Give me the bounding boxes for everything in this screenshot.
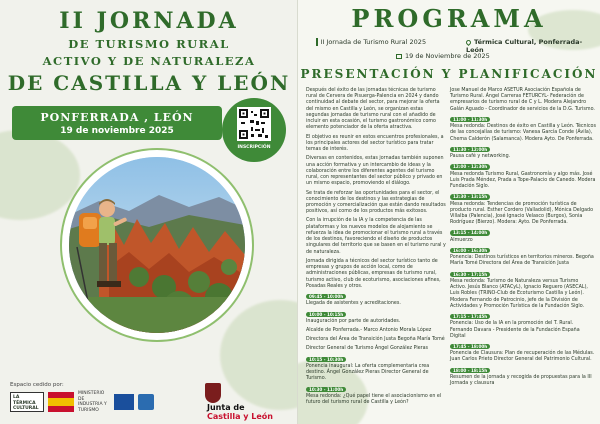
time-pill: 11:00 - 11:30h	[450, 117, 490, 122]
event-date: 19 de Noviembre de 2025	[405, 52, 490, 60]
spain-flag-icon	[48, 392, 74, 412]
agenda-text: Ponencia: Uso de la IA en la promoción del T. Rural. Fernando Davara - Presidente de la Fundación España Digital	[450, 321, 580, 339]
intro-paragraph: Después del éxito de las jornadas técnicas de turismo rural de Cervera de Pisuerga-Palencia en 2024 y dando continuidad al debate del sector, para mejorar la oferta del mismo en Castilla y León, se organizan estas segundas jornadas de turismo rural con el añadido de incluir en esta ocasión, el turismo gastronómico como elemento potenciador de la oferta atractiva.	[306, 88, 440, 131]
agenda-item	[450, 271, 596, 310]
banner-date: 19 de noviembre 2025	[60, 126, 174, 136]
time-pill: 13:15 - 14:00h	[450, 230, 490, 235]
agenda-item	[450, 313, 596, 340]
event-venue: Térmica Cultural, Ponferrada-León	[466, 38, 583, 54]
agenda-text: Directora del Área de Transición Justa Begoña María Tomé	[306, 337, 445, 343]
agenda-item	[450, 88, 596, 113]
agenda-item	[450, 229, 596, 243]
agenda-item	[450, 247, 596, 268]
ministry-logo: MINISTERIO DE INDUSTRIA Y TURISMO	[78, 391, 107, 413]
intro-paragraph: Con la irrupción de la IA y la competencia de las plataformas y los nuevos modelos de alojamiento se refuerza la idea de promocionar el turismo rural a través de los destinos, favoreciendo el diseño de productos singulares del territorio que se basen en el turismo rural y de naturaleza.	[306, 218, 446, 255]
turespana-logo-icon	[114, 394, 134, 410]
agenda-item	[306, 356, 446, 383]
cover-title-line1: II JORNADA	[59, 8, 239, 34]
hiker-landscape-illustration	[69, 157, 245, 333]
time-pill: 18:00 - 18:15h	[450, 368, 490, 373]
banner-location: PONFERRADA , LEÓN	[40, 111, 194, 124]
jcyl-line1: Junta de	[207, 403, 245, 413]
eu-logo-icon	[138, 394, 154, 410]
time-pill: 10:15 - 10:30h	[306, 357, 346, 362]
time-pill: 10:30 - 11:00h	[306, 387, 346, 392]
time-pill: 11:30 - 12:00h	[450, 147, 490, 152]
agenda-text: Ponencia: Destinos turísticos en territorios mineros. Begoña María Tomé Directora del Área de Transición Justa	[450, 255, 594, 267]
agenda-item	[450, 343, 596, 364]
jcyl-line2: Castilla y León	[207, 412, 273, 421]
agenda-text: Llegada de asistentes y acreditaciones.	[306, 301, 401, 307]
time-pill: 16:00 - 16:30h	[450, 248, 490, 253]
agenda-item	[450, 116, 596, 143]
program-panel	[298, 0, 600, 424]
coat-of-arms-icon	[205, 383, 221, 403]
location-banner	[12, 106, 222, 140]
agenda-text: Ponencia de Clausura: Plan de recuperación de las Médulas. Juan Carlos Prieto Director General del Patrimonio Cultural.	[450, 351, 595, 363]
brush-decoration	[0, 130, 80, 220]
intro-paragraph: El objetivo es reunir en estos encuentros profesionales, a los principales actores del sector turístico para tratar temas de interés.	[306, 134, 444, 153]
cover-title-line4: DE CASTILLA Y LEÓN	[7, 71, 291, 95]
sponsors	[10, 382, 200, 414]
agenda-item	[450, 193, 596, 226]
cover-panel	[0, 0, 298, 424]
event-name: II Jornada de Turismo Rural 2025	[320, 38, 427, 46]
left-column	[306, 88, 446, 409]
agenda-text: Almuerzo	[450, 237, 473, 243]
termica-logo: LA TÉRMICA CULTURAL	[10, 392, 44, 412]
intro-paragraph: Se trata de reforzar las oportunidades para el sector, el conocimiento de los destinos y las estrategias de promoción y comercialización que están dando resultados positivos, así como de los productos más exitosos.	[306, 190, 446, 215]
agenda-text: Inauguración por parte de autoridades.	[306, 318, 401, 324]
agenda-text: Mesa redonda: Tendencias de promoción turística de producto rural. Esther Cordero (Valladolid), Mónica Delgado Villalba (Palencia), José Ignacio Velasco (Burgos), Sonia Rodríguez (Bierzo). Modera: Ayto. De Ponferrada.	[450, 201, 594, 226]
agenda-item	[306, 337, 446, 343]
junta-logo	[205, 382, 275, 422]
sponsor-caption: Espacio cedido por:	[10, 382, 64, 388]
right-column	[450, 88, 596, 390]
cover-title-line3: ACTIVO Y DE NATURALEZA	[42, 54, 256, 68]
program-title: PROGRAMA	[351, 4, 547, 33]
time-pill: 12:30 - 13:15h	[450, 194, 490, 199]
agenda-item	[450, 163, 596, 190]
cover-title-line2: DE TURISMO RURAL	[68, 37, 230, 51]
intro-paragraph: Jornada dirigida a técnicos del sector turístico tanto de empresas y grupos de acción local, como de administraciones públicas, empresas de turismo rural, turismo activo, club de ecoturismo, asociaciones afines, Posadas Reales y otros.	[306, 258, 441, 289]
qr-badge[interactable]	[222, 98, 286, 162]
cover-photo	[62, 150, 252, 340]
agenda-text: Jose Manuel de Marco ASETUR Asociación Española de Turismo Rural. Ángel Carreras FETURCYL- Federación de empresarios de turismo rural de C y L. Modera Alejandro Galán Aguado - Coordinador de servicios de la D.G. Turismo.	[450, 88, 595, 112]
agenda-text: Mesa redonda: Turismo de Naturaleza versus Turismo Activo. Jesús Blanco (ATACyL), Ignacio Reguero (ASECAL), Luis Robles (TRINO-Club de Ecoturismo Castilla y León). Modera Fernando de Patrocinio, jefe de la División de Actividades y Promoción Turística de la Fundación Siglo.	[450, 278, 588, 309]
intro-paragraph: Diversas en contenidos, estas jornadas también suponen una acción formativa y un intercambio de ideas y la colaboración entre los diferentes agentes del turismo rural, con representantes del sector público y privado en un mismo espacio, promoviendo el diálogo.	[306, 156, 444, 187]
agenda-text: Director General de Turismo Ángel González Pieras	[306, 346, 429, 352]
time-pill: 16:30 - 17:15h	[450, 272, 490, 277]
agenda-text: Pausa café y networking.	[450, 154, 511, 160]
agenda-item	[306, 311, 446, 325]
right-agenda	[450, 88, 596, 387]
time-pill: 17:15 - 17:45h	[450, 314, 490, 319]
section-title: PRESENTACIÓN Y PLANIFICACIÓN	[300, 67, 598, 81]
agenda-item	[450, 367, 596, 388]
left-agenda	[306, 293, 446, 406]
agenda-text: Mesa redonda: Destinos de éxito en Castilla y León. Técnicos de las concejalías de turismo: Vanesa García Conde (Ávila), Chema Calderón (Salamanca). Modera Ayto. De Ponferrada.	[450, 124, 596, 142]
time-pill: 09:45 - 10:00h	[306, 294, 346, 299]
time-pill: 17:45 - 18:00h	[450, 344, 490, 349]
time-pill: 12:00 - 12:30h	[450, 164, 490, 169]
agenda-item	[306, 293, 446, 307]
calendar-icon	[396, 54, 402, 59]
divider-icon	[316, 38, 318, 46]
agenda-item	[306, 346, 446, 352]
agenda-text: Mesa redonda Turismo Rural, Gastronomía y algo más. José Luis Prada Méndez, Prada a Tope-Palacio de Canedo. Modera Fundación Siglo.	[450, 171, 596, 190]
time-pill: 10:00 - 10:15h	[306, 312, 346, 317]
qr-caption: INSCRIPCIÓN	[237, 145, 271, 150]
agenda-item	[306, 386, 446, 407]
agenda-text: Ponencia inaugural: La oferta complementaria crea destino. Ángel González Pieras Director General de Turismo.	[306, 363, 430, 382]
agenda-item	[306, 328, 446, 334]
agenda-text: Mesa redonda: ¿Qué papel tiene el asociacionismo en el futuro del turismo rural de Castilla y León?	[306, 393, 442, 406]
sponsor-logos	[10, 391, 200, 414]
location-pin-icon	[465, 38, 472, 45]
qr-code-icon[interactable]	[237, 107, 271, 141]
agenda-item	[450, 146, 596, 160]
agenda-text: Resumen de la jornada y recogida de propuestas para la III Jornada y clausura	[450, 374, 592, 387]
agenda-text: Alcalde de Ponferrada.- Marco Antonio Morala López	[306, 327, 432, 333]
